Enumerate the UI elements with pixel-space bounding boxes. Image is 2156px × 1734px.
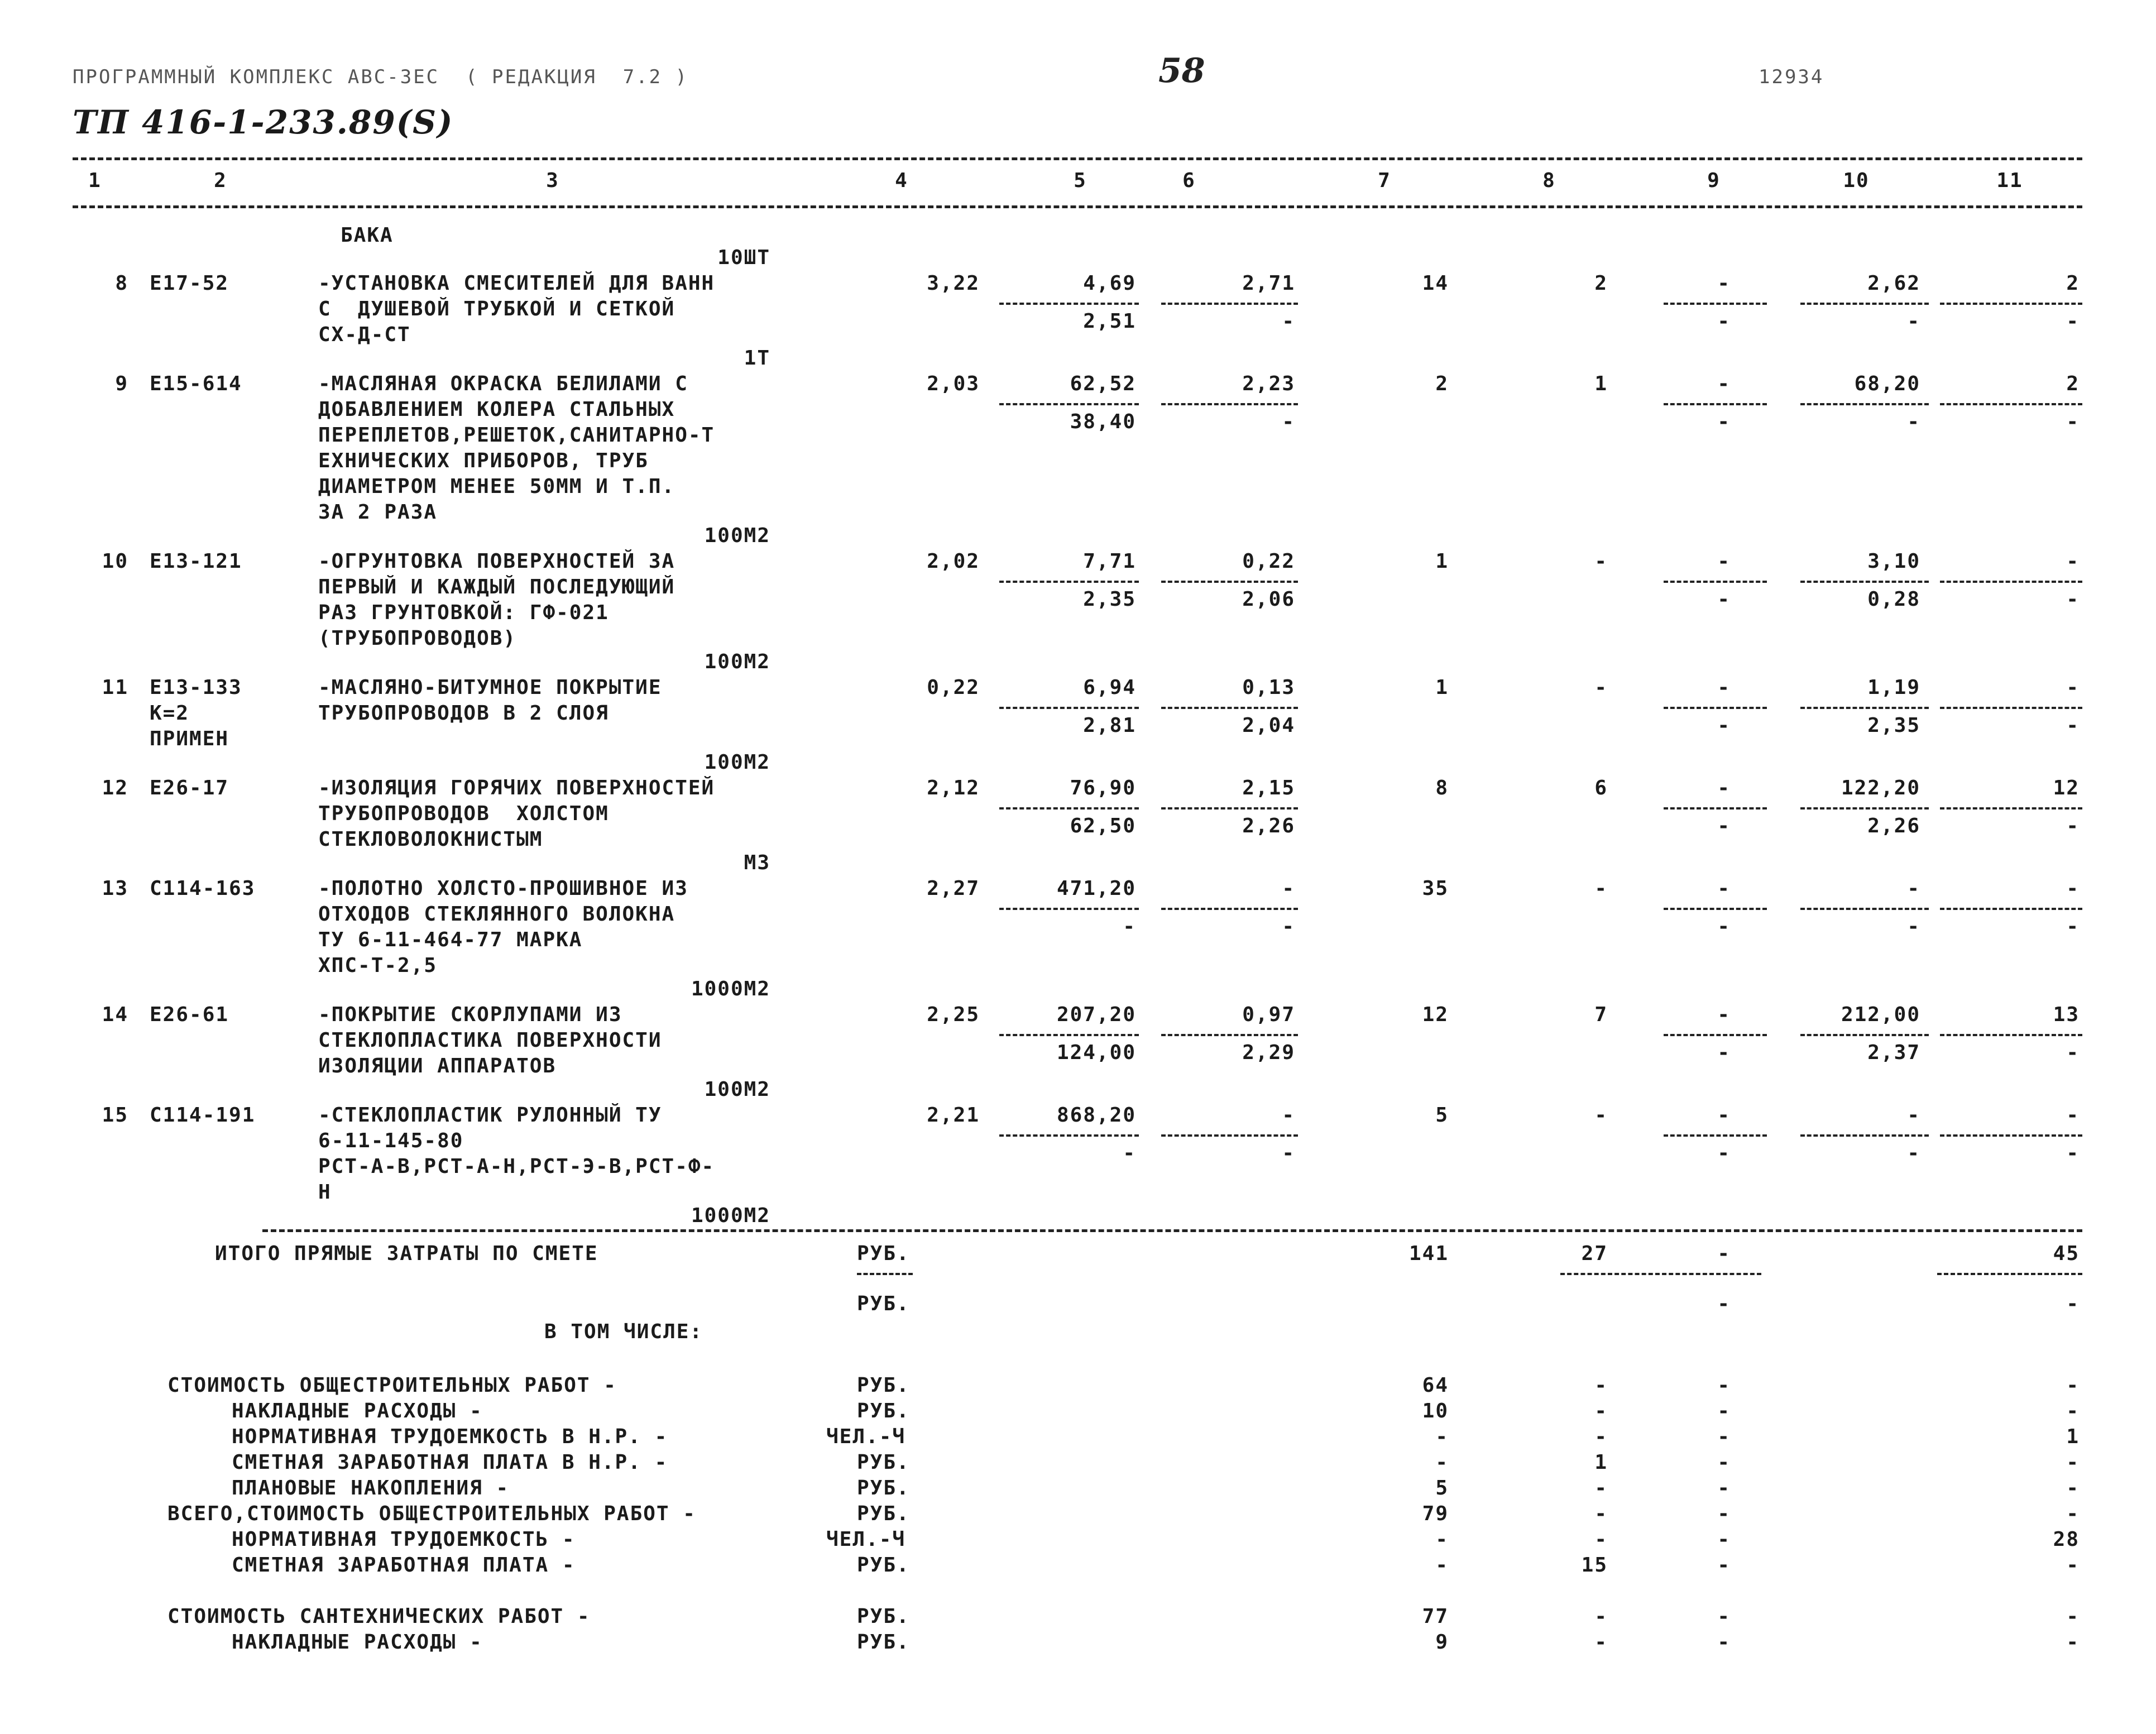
- row-number: 13: [102, 877, 128, 900]
- summary-cost: 10: [1422, 1400, 1449, 1422]
- fraction-rule: [1800, 707, 1929, 709]
- fraction-rule: [1940, 908, 2082, 910]
- header-top-rule: [73, 157, 2082, 160]
- labor-norm: 3,10: [1867, 550, 1920, 573]
- summary-labor: -: [2066, 1451, 2080, 1474]
- summary-unit: РУБ.: [857, 1605, 910, 1628]
- fraction-rule: [1940, 581, 2082, 583]
- summary-unit: ЧЕЛ.-Ч: [826, 1528, 906, 1551]
- unit-label: БАКА: [341, 224, 394, 247]
- project-code: ТП 416-1-233.89(S): [73, 103, 454, 141]
- total-rule: [262, 1229, 2082, 1232]
- wage-cost: 38,40: [1070, 410, 1136, 433]
- summary-unit: РУБ.: [857, 1400, 910, 1422]
- unit-cost-machines: 2,15: [1242, 777, 1295, 799]
- norm-code: Е26-17: [150, 777, 229, 799]
- fraction-rule: [1800, 807, 1929, 809]
- fraction-rule: [1664, 807, 1767, 809]
- summary-unit: РУБ.: [857, 1477, 910, 1500]
- summary-labor-value: -: [1717, 1528, 1731, 1551]
- quantity: 0,22: [927, 676, 980, 699]
- fraction-rule: [999, 1034, 1139, 1036]
- total-cost: 14: [1422, 272, 1449, 295]
- total-wages: -: [1594, 1104, 1608, 1127]
- quantity: 2,25: [927, 1003, 980, 1026]
- summary-labor: 28: [2053, 1528, 2080, 1551]
- machine-wage-cost: 2,29: [1242, 1041, 1295, 1064]
- unit-cost-machines: 0,22: [1242, 550, 1295, 573]
- fraction-rule: [1800, 403, 1929, 405]
- unit-label: М3: [744, 851, 770, 874]
- fraction-rule: [1161, 403, 1298, 405]
- column-header-5: 5: [1074, 169, 1087, 192]
- labor-total: -: [2066, 877, 2080, 900]
- fraction-rule: [1664, 403, 1767, 405]
- description-line: ТРУБОПРОВОДОВ В 2 СЛОЯ: [318, 702, 609, 725]
- quantity: 3,22: [927, 272, 980, 295]
- summary-label: НОРМАТИВНАЯ ТРУДОЕМКОСТЬ -: [232, 1528, 576, 1551]
- fraction-rule: [1940, 807, 2082, 809]
- fraction-rule: [1664, 1134, 1767, 1137]
- fraction-rule: [1161, 707, 1298, 709]
- norm-code: Е17-52: [150, 272, 229, 295]
- summary-cost: -: [1435, 1451, 1449, 1474]
- description-line: ЕХНИЧЕСКИХ ПРИБОРОВ, ТРУБ: [318, 449, 649, 472]
- norm-note: К=2: [150, 702, 190, 725]
- fraction-rule: [857, 1273, 913, 1275]
- summary-labor: -: [2066, 1477, 2080, 1500]
- summary-labor-value: -: [1717, 1451, 1731, 1474]
- summary-unit: РУБ.: [857, 1631, 910, 1654]
- summary-labor: -: [2066, 1502, 2080, 1525]
- total-label: ИТОГО ПРЯМЫЕ ЗАТРАТЫ ПО СМЕТЕ: [215, 1242, 598, 1265]
- description-line: -ИЗОЛЯЦИЯ ГОРЯЧИХ ПОВЕРХНОСТЕЙ: [318, 777, 715, 799]
- unit-cost-machines: 2,23: [1242, 372, 1295, 395]
- labor-value: -: [1717, 1104, 1731, 1127]
- unit-cost: 7,71: [1083, 550, 1136, 573]
- unit-cost-machines: 0,97: [1242, 1003, 1295, 1026]
- total-cost: 141: [1408, 1242, 1449, 1265]
- total-wages: 2: [1594, 272, 1608, 295]
- row-number: 15: [102, 1104, 128, 1127]
- fraction-rule: [1940, 1134, 2082, 1137]
- page-number: 58: [1158, 51, 1205, 90]
- labor-value: -: [1717, 1003, 1731, 1026]
- wage-cost: 2,35: [1083, 588, 1136, 611]
- labor-total: 13: [2053, 1003, 2080, 1026]
- fraction-rule: [1161, 1034, 1298, 1036]
- labor-total-b: -: [2066, 1041, 2080, 1064]
- description-line: 6-11-145-80: [318, 1129, 464, 1152]
- column-header-8: 8: [1542, 169, 1556, 192]
- unit-cost: 207,20: [1056, 1003, 1136, 1026]
- fraction-rule: [1664, 908, 1767, 910]
- description-line: ПЕРЕПЛЕТОВ,РЕШЕТОК,САНИТАРНО-Т: [318, 424, 715, 447]
- summary-wages: -: [1594, 1374, 1608, 1397]
- unit-label: 100М2: [704, 650, 770, 673]
- total-unit: РУБ.: [857, 1242, 910, 1265]
- fraction-rule: [999, 908, 1139, 910]
- fraction-rule: [1161, 581, 1298, 583]
- wage-cost: 2,51: [1083, 310, 1136, 333]
- quantity: 2,03: [927, 372, 980, 395]
- column-header-3: 3: [546, 169, 559, 192]
- fraction-rule: [1800, 908, 1929, 910]
- summary-cost: 77: [1422, 1605, 1449, 1628]
- summary-cost: -: [1435, 1528, 1449, 1551]
- total-labor-value: -: [1717, 1242, 1731, 1265]
- unit-label: 1000М2: [691, 978, 770, 1000]
- summary-label: ПЛАНОВЫЕ НАКОПЛЕНИЯ -: [232, 1477, 510, 1500]
- summary-cost: -: [1435, 1554, 1449, 1577]
- description-line: ДОБАВЛЕНИЕМ КОЛЕРА СТАЛЬНЫХ: [318, 398, 675, 421]
- wage-cost: -: [1123, 1142, 1136, 1165]
- labor-value: -: [1717, 777, 1731, 799]
- row-number: 12: [102, 777, 128, 799]
- summary-unit: РУБ.: [857, 1502, 910, 1525]
- labor-total: 2: [2066, 272, 2080, 295]
- labor-total: -: [2066, 1104, 2080, 1127]
- unit-label: 100М2: [704, 524, 770, 547]
- machine-wage-cost: 2,06: [1242, 588, 1295, 611]
- summary-wages: -: [1594, 1502, 1608, 1525]
- summary-labor-value: -: [1717, 1605, 1731, 1628]
- labor-value-b: -: [1717, 915, 1731, 938]
- norm-code: Е13-121: [150, 550, 242, 573]
- unit-label: 1000М2: [691, 1204, 770, 1227]
- norm-code: Е15-614: [150, 372, 242, 395]
- description-line: ИЗОЛЯЦИИ АППАРАТОВ: [318, 1055, 557, 1077]
- total-cost: 12: [1422, 1003, 1449, 1026]
- program-header: ПРОГРАММНЫЙ КОМПЛЕКС АВС-3ЕС ( РЕДАКЦИЯ 7.2 ): [73, 66, 689, 88]
- labor-total-b: -: [2066, 815, 2080, 837]
- description-line: ДИАМЕТРОМ МЕНЕЕ 50ММ И Т.П.: [318, 475, 675, 498]
- header-bottom-rule: [73, 205, 2082, 208]
- summary-cost: 9: [1435, 1631, 1449, 1654]
- summary-label: СТОИМОСТЬ ОБЩЕСТРОИТЕЛЬНЫХ РАБОТ -: [167, 1374, 617, 1397]
- fraction-rule: [999, 303, 1139, 305]
- unit-label: 100М2: [704, 751, 770, 774]
- labor-norm-b: -: [1907, 310, 1920, 333]
- labor-value: -: [1717, 676, 1731, 699]
- column-header-10: 10: [1843, 169, 1870, 192]
- labor-value-b: -: [1717, 1041, 1731, 1064]
- fraction-rule: [1800, 303, 1929, 305]
- norm-code: Е26-61: [150, 1003, 229, 1026]
- fraction-rule: [999, 581, 1139, 583]
- total-cost: 8: [1435, 777, 1449, 799]
- total-cost: 1: [1435, 676, 1449, 699]
- labor-norm-b: 0,28: [1867, 588, 1920, 611]
- labor-norm-b: 2,26: [1867, 815, 1920, 837]
- summary-labor: -: [2066, 1605, 2080, 1628]
- machine-wage-cost: -: [1282, 410, 1295, 433]
- summary-labor-value: -: [1717, 1374, 1731, 1397]
- description-line: СТЕКЛОВОЛОКНИСТЫМ: [318, 828, 543, 851]
- summary-cost: -: [1435, 1425, 1449, 1448]
- summary-wages: -: [1594, 1528, 1608, 1551]
- labor-value: -: [1717, 877, 1731, 900]
- summary-wages: -: [1594, 1605, 1608, 1628]
- total-cost: 2: [1435, 372, 1449, 395]
- summary-labor-value: -: [1717, 1502, 1731, 1525]
- labor-value-b: -: [1717, 815, 1731, 837]
- description-line: -ПОКРЫТИЕ СКОРЛУПАМИ ИЗ: [318, 1003, 622, 1026]
- labor-norm-b: 2,37: [1867, 1041, 1920, 1064]
- description-line: СХ-Д-СТ: [318, 323, 411, 346]
- norm-note: ПРИМЕН: [150, 727, 229, 750]
- labor-value-b: -: [1717, 410, 1731, 433]
- document-code: 12934: [1759, 66, 1824, 88]
- unit-cost-machines: -: [1282, 1104, 1295, 1127]
- labor-norm-b: 2,35: [1867, 714, 1920, 737]
- summary-labor: -: [2066, 1554, 2080, 1577]
- labor-norm-b: -: [1907, 915, 1920, 938]
- summary-label: НАКЛАДНЫЕ РАСХОДЫ -: [232, 1400, 483, 1422]
- total-wages: -: [1594, 676, 1608, 699]
- summary-cost: 5: [1435, 1477, 1449, 1500]
- column-header-9: 9: [1707, 169, 1721, 192]
- fraction-rule: [1664, 707, 1767, 709]
- total-wages: 6: [1594, 777, 1608, 799]
- wage-cost: 2,81: [1083, 714, 1136, 737]
- wage-cost: 62,50: [1070, 815, 1136, 837]
- total-wages: 27: [1581, 1242, 1608, 1265]
- fraction-rule: [1940, 303, 2082, 305]
- norm-code: С114-191: [150, 1104, 256, 1127]
- quantity: 2,12: [927, 777, 980, 799]
- machine-wage-cost: 2,04: [1242, 714, 1295, 737]
- description-line: ХПС-Т-2,5: [318, 954, 438, 977]
- description-line: РСТ-А-В,РСТ-А-Н,РСТ-Э-В,РСТ-Ф-: [318, 1155, 715, 1178]
- summary-labor-value: -: [1717, 1477, 1731, 1500]
- labor-total-b: -: [2066, 410, 2080, 433]
- unit-cost: 76,90: [1070, 777, 1136, 799]
- total-labor-b: -: [2066, 1292, 2080, 1315]
- summary-labor: -: [2066, 1400, 2080, 1422]
- description-line: -ОГРУНТОВКА ПОВЕРХНОСТЕЙ ЗА: [318, 550, 675, 573]
- description-line: СТЕКЛОПЛАСТИКА ПОВЕРХНОСТИ: [318, 1029, 662, 1052]
- unit-label: 100М2: [704, 1078, 770, 1101]
- labor-value-b: -: [1717, 1142, 1731, 1165]
- machine-wage-cost: 2,26: [1242, 815, 1295, 837]
- fraction-rule: [1940, 707, 2082, 709]
- unit-cost: 6,94: [1083, 676, 1136, 699]
- quantity: 2,27: [927, 877, 980, 900]
- summary-unit: ЧЕЛ.-Ч: [826, 1425, 906, 1448]
- fraction-rule: [999, 1134, 1139, 1137]
- labor-norm: -: [1907, 1104, 1920, 1127]
- summary-wages: 1: [1594, 1451, 1608, 1474]
- wage-cost: 124,00: [1056, 1041, 1136, 1064]
- unit-cost-machines: 0,13: [1242, 676, 1295, 699]
- summary-label: НОРМАТИВНАЯ ТРУДОЕМКОСТЬ В Н.Р. -: [232, 1425, 668, 1448]
- machine-wage-cost: -: [1282, 1142, 1295, 1165]
- description-line: -УСТАНОВКА СМЕСИТЕЛЕЙ ДЛЯ ВАНН: [318, 272, 715, 295]
- column-header-11: 11: [1996, 169, 2023, 192]
- description-line: С ДУШЕВОЙ ТРУБКОЙ И СЕТКОЙ: [318, 298, 675, 320]
- wage-cost: -: [1123, 915, 1136, 938]
- description-line: ОТХОДОВ СТЕКЛЯННОГО ВОЛОКНА: [318, 903, 675, 926]
- total-labor: 45: [2053, 1242, 2080, 1265]
- summary-label: СМЕТНАЯ ЗАРАБОТНАЯ ПЛАТА В Н.Р. -: [232, 1451, 668, 1474]
- quantity: 2,21: [927, 1104, 980, 1127]
- total-labor-value-b: -: [1717, 1292, 1731, 1315]
- fraction-rule: [1161, 303, 1298, 305]
- column-header-2: 2: [214, 169, 227, 192]
- fraction-rule: [1940, 403, 2082, 405]
- description-line: Н: [318, 1181, 332, 1204]
- fraction-rule: [1937, 1273, 2082, 1275]
- row-number: 14: [102, 1003, 128, 1026]
- summary-wages: -: [1594, 1425, 1608, 1448]
- labor-value-b: -: [1717, 714, 1731, 737]
- labor-total-b: -: [2066, 1142, 2080, 1165]
- labor-norm: -: [1907, 877, 1920, 900]
- unit-cost: 4,69: [1083, 272, 1136, 295]
- fraction-rule: [1560, 1273, 1761, 1275]
- fraction-rule: [1664, 1034, 1767, 1036]
- column-header-1: 1: [88, 169, 102, 192]
- fraction-rule: [1800, 1134, 1929, 1137]
- description-line: ТРУБОПРОВОДОВ ХОЛСТОМ: [318, 802, 609, 825]
- labor-total: -: [2066, 550, 2080, 573]
- summary-label: СТОИМОСТЬ САНТЕХНИЧЕСКИХ РАБОТ -: [167, 1605, 591, 1628]
- norm-code: С114-163: [150, 877, 256, 900]
- fraction-rule: [1800, 1034, 1929, 1036]
- summary-wages: -: [1594, 1400, 1608, 1422]
- total-cost: 1: [1435, 550, 1449, 573]
- fraction-rule: [1664, 303, 1767, 305]
- description-line: -СТЕКЛОПЛАСТИК РУЛОННЫЙ ТУ: [318, 1104, 662, 1127]
- quantity: 2,02: [927, 550, 980, 573]
- summary-unit: РУБ.: [857, 1451, 910, 1474]
- unit-cost-machines: 2,71: [1242, 272, 1295, 295]
- fraction-rule: [999, 707, 1139, 709]
- machine-wage-cost: -: [1282, 915, 1295, 938]
- summary-cost: 79: [1422, 1502, 1449, 1525]
- summary-label: СМЕТНАЯ ЗАРАБОТНАЯ ПЛАТА -: [232, 1554, 576, 1577]
- labor-norm: 2,62: [1867, 272, 1920, 295]
- unit-cost-machines: -: [1282, 877, 1295, 900]
- labor-norm: 68,20: [1854, 372, 1920, 395]
- summary-label: ВСЕГО,СТОИМОСТЬ ОБЩЕСТРОИТЕЛЬНЫХ РАБОТ -: [167, 1502, 696, 1525]
- labor-norm-b: -: [1907, 410, 1920, 433]
- fraction-rule: [999, 807, 1139, 809]
- total-wages: -: [1594, 550, 1608, 573]
- labor-total-b: -: [2066, 310, 2080, 333]
- summary-unit: РУБ.: [857, 1374, 910, 1397]
- including-heading: В ТОМ ЧИСЛЕ:: [544, 1320, 703, 1343]
- fraction-rule: [1800, 581, 1929, 583]
- total-cost: 35: [1422, 877, 1449, 900]
- summary-labor-value: -: [1717, 1425, 1731, 1448]
- labor-total-b: -: [2066, 714, 2080, 737]
- summary-label: НАКЛАДНЫЕ РАСХОДЫ -: [232, 1631, 483, 1654]
- total-unit: РУБ.: [857, 1292, 910, 1315]
- labor-value: -: [1717, 550, 1731, 573]
- summary-wages: -: [1594, 1477, 1608, 1500]
- fraction-rule: [999, 403, 1139, 405]
- summary-labor-value: -: [1717, 1631, 1731, 1654]
- summary-unit: РУБ.: [857, 1554, 910, 1577]
- summary-cost: 64: [1422, 1374, 1449, 1397]
- description-line: ЗА 2 РАЗА: [318, 501, 438, 524]
- fraction-rule: [1161, 908, 1298, 910]
- unit-cost: 868,20: [1056, 1104, 1136, 1127]
- labor-value: -: [1717, 372, 1731, 395]
- column-header-7: 7: [1378, 169, 1391, 192]
- column-header-6: 6: [1182, 169, 1196, 192]
- summary-wages: 15: [1581, 1554, 1608, 1577]
- unit-label: 10ШТ: [717, 246, 770, 269]
- fraction-rule: [1940, 1034, 2082, 1036]
- row-number: 11: [102, 676, 128, 699]
- labor-value: -: [1717, 272, 1731, 295]
- fraction-rule: [1664, 581, 1767, 583]
- fraction-rule: [1161, 807, 1298, 809]
- labor-value-b: -: [1717, 310, 1731, 333]
- labor-norm: 122,20: [1841, 777, 1920, 799]
- unit-cost: 471,20: [1056, 877, 1136, 900]
- summary-labor-value: -: [1717, 1400, 1731, 1422]
- description-line: -МАСЛЯНАЯ ОКРАСКА БЕЛИЛАМИ С: [318, 372, 688, 395]
- description-line: -МАСЛЯНО-БИТУМНОЕ ПОКРЫТИЕ: [318, 676, 662, 699]
- fraction-rule: [1161, 1134, 1298, 1137]
- unit-cost: 62,52: [1070, 372, 1136, 395]
- labor-value-b: -: [1717, 588, 1731, 611]
- row-number: 9: [115, 372, 128, 395]
- summary-labor: 1: [2066, 1425, 2080, 1448]
- total-wages: 1: [1594, 372, 1608, 395]
- summary-labor: -: [2066, 1374, 2080, 1397]
- row-number: 10: [102, 550, 128, 573]
- description-line: ПЕРВЫЙ И КАЖДЫЙ ПОСЛЕДУЮЩИЙ: [318, 576, 675, 598]
- total-wages: 7: [1594, 1003, 1608, 1026]
- labor-total: 2: [2066, 372, 2080, 395]
- labor-norm: 212,00: [1841, 1003, 1920, 1026]
- description-line: ТУ 6-11-464-77 МАРКА: [318, 928, 583, 951]
- total-wages: -: [1594, 877, 1608, 900]
- norm-code: Е13-133: [150, 676, 242, 699]
- labor-total: -: [2066, 676, 2080, 699]
- description-line: РАЗ ГРУНТОВКОЙ: ГФ-021: [318, 601, 609, 624]
- row-number: 8: [115, 272, 128, 295]
- summary-wages: -: [1594, 1631, 1608, 1654]
- column-header-4: 4: [895, 169, 908, 192]
- labor-norm: 1,19: [1867, 676, 1920, 699]
- description-line: (ТРУБОПРОВОДОВ): [318, 627, 517, 650]
- labor-total-b: -: [2066, 915, 2080, 938]
- labor-norm-b: -: [1907, 1142, 1920, 1165]
- labor-total: 12: [2053, 777, 2080, 799]
- summary-labor: -: [2066, 1631, 2080, 1654]
- labor-total-b: -: [2066, 588, 2080, 611]
- total-cost: 5: [1435, 1104, 1449, 1127]
- summary-labor-value: -: [1717, 1554, 1731, 1577]
- description-line: -ПОЛОТНО ХОЛСТО-ПРОШИВНОЕ ИЗ: [318, 877, 688, 900]
- machine-wage-cost: -: [1282, 310, 1295, 333]
- unit-label: 1Т: [744, 347, 770, 370]
